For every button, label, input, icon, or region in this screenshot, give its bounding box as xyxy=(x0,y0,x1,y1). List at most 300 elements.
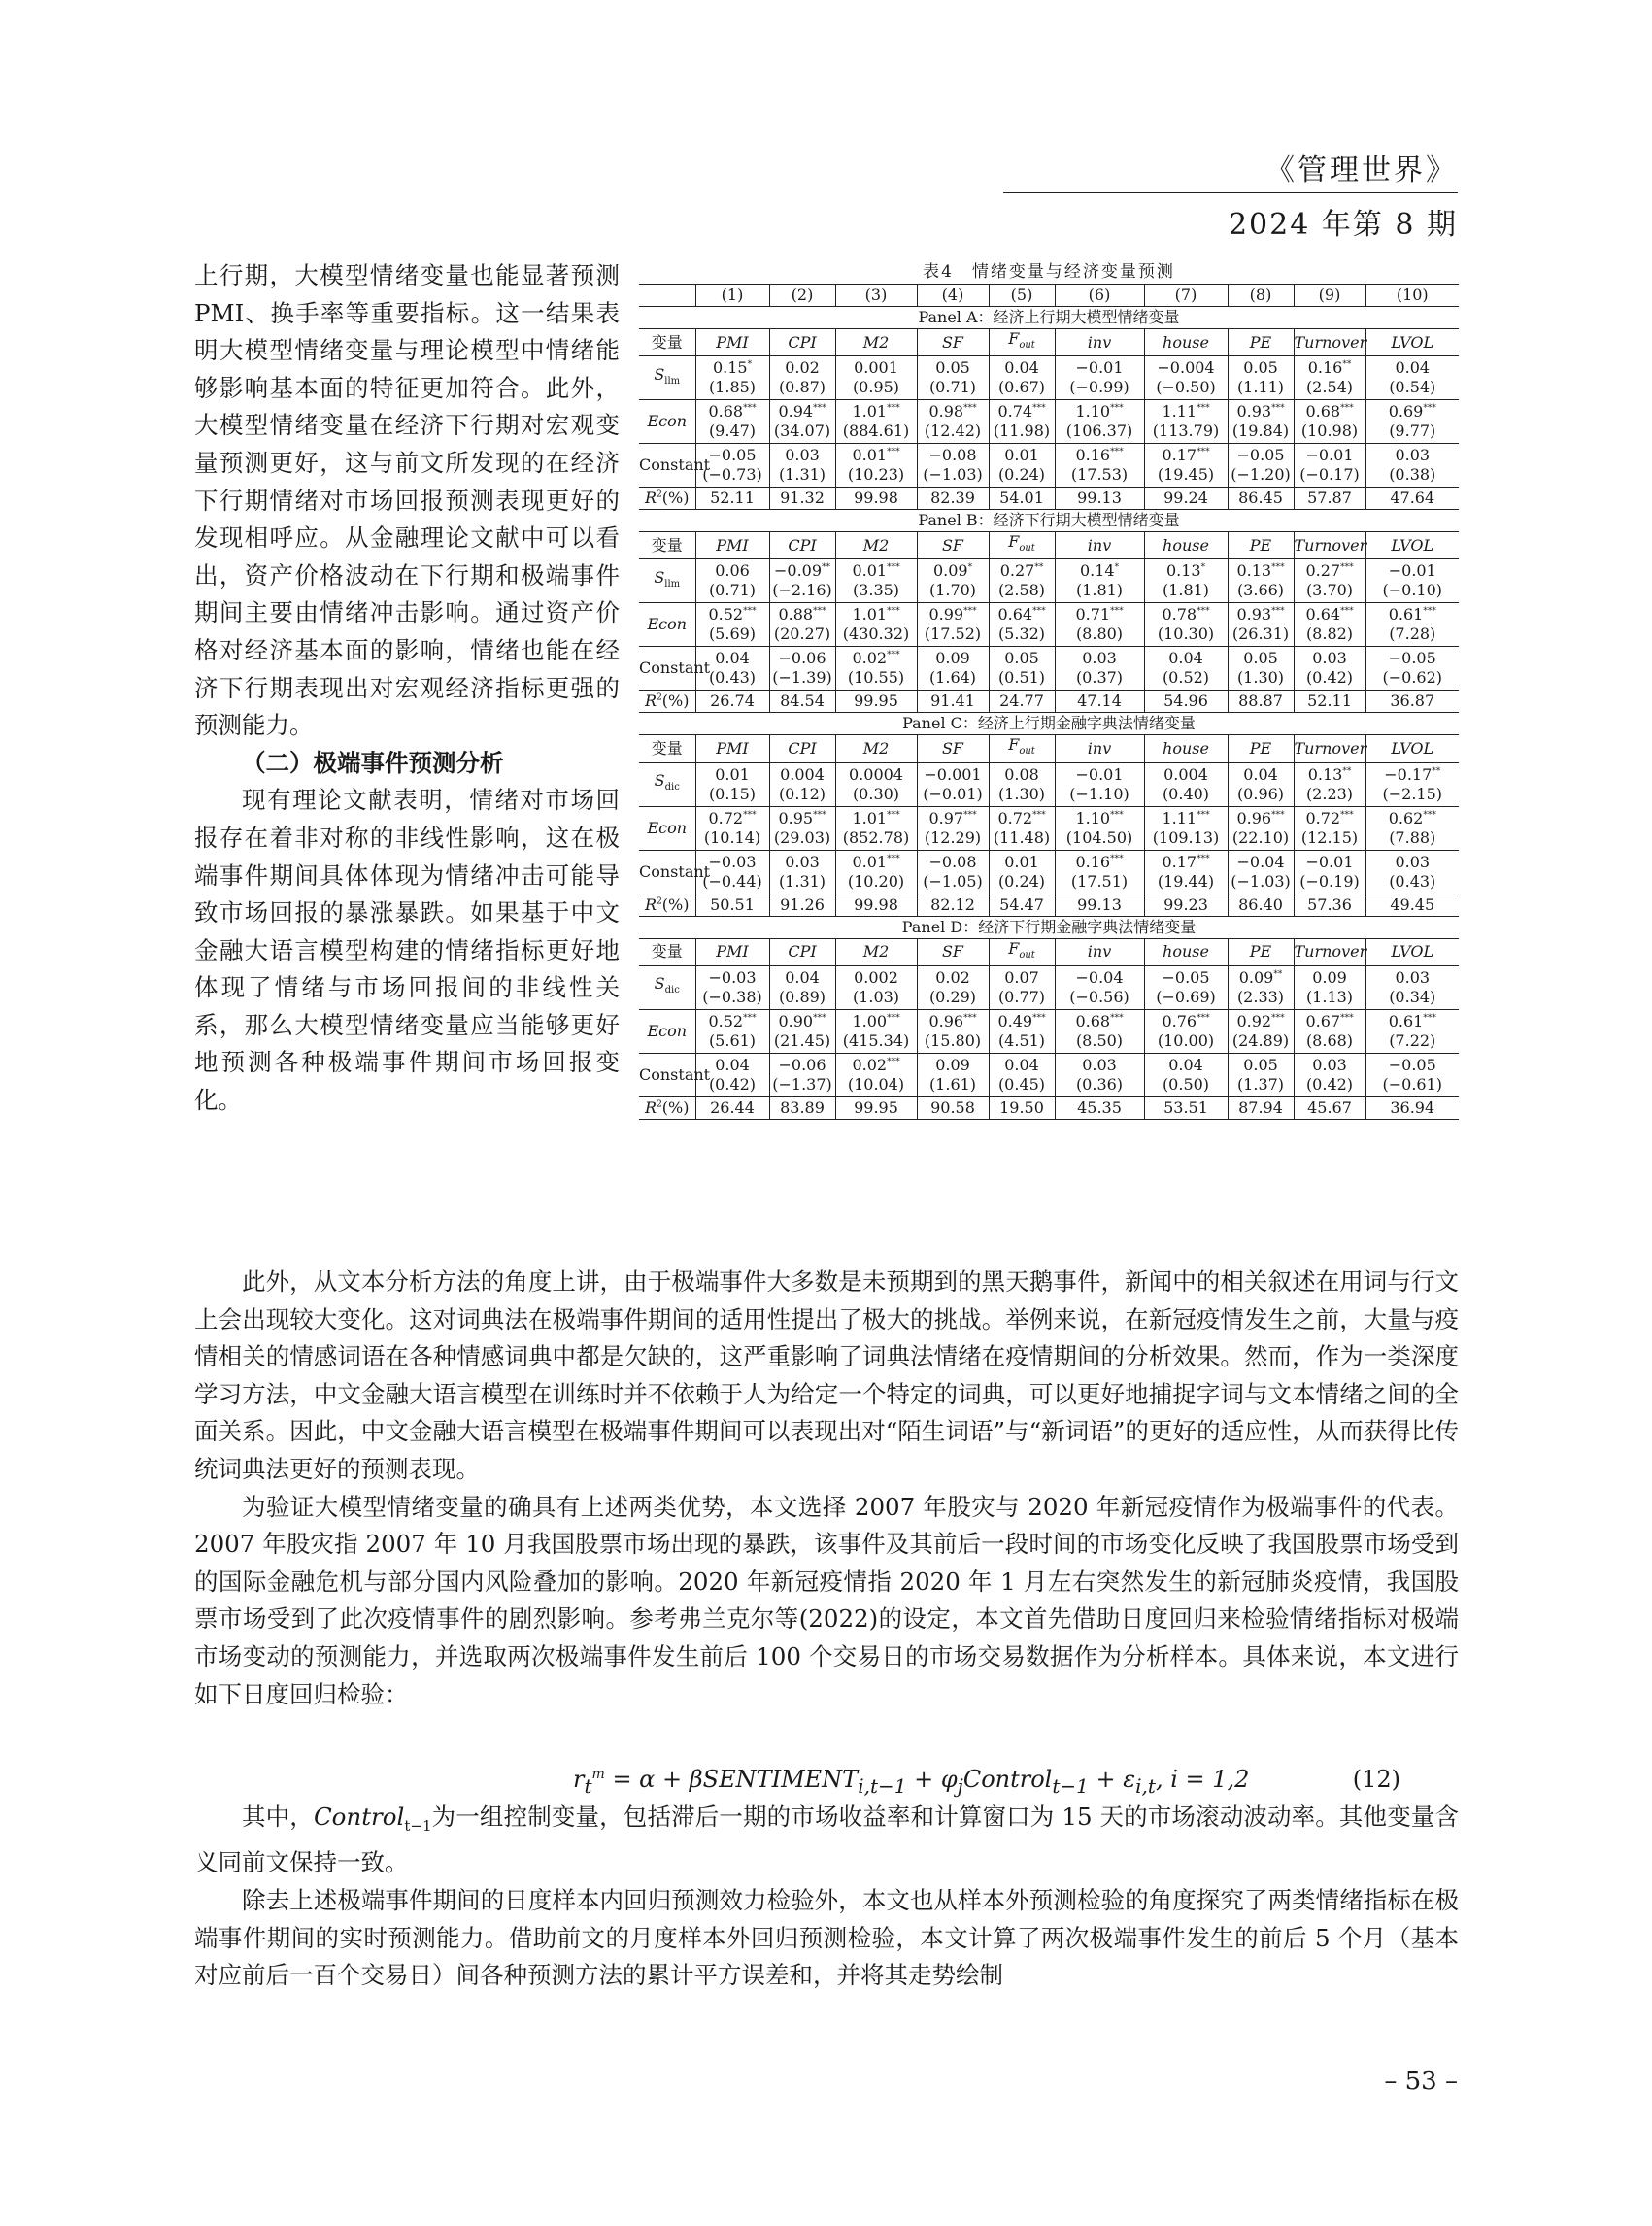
coefficient-value: 0.05 xyxy=(1243,1055,1278,1074)
coefficient-row xyxy=(639,1053,1459,1096)
table-cell xyxy=(695,603,769,647)
table-cell xyxy=(1294,400,1365,444)
t-statistic: (−0.56) xyxy=(1069,987,1129,1006)
table-cell xyxy=(917,356,989,400)
t-statistic: (17.52) xyxy=(924,624,982,644)
table-cell xyxy=(989,762,1055,806)
table-cell xyxy=(695,850,769,894)
coefficient-row xyxy=(639,400,1459,444)
panel-title-row xyxy=(639,510,1459,532)
table-cell xyxy=(1144,850,1228,894)
t-statistic: (−1.03) xyxy=(923,465,983,485)
table-cell xyxy=(1144,806,1228,850)
table-cell xyxy=(1228,762,1294,806)
t-statistic: (−0.50) xyxy=(1156,378,1216,397)
coefficient-value: 0.04 xyxy=(1004,1055,1039,1074)
coefficient-row xyxy=(639,603,1459,647)
table-cell xyxy=(917,444,989,488)
coefficient-value: 0.03 xyxy=(1395,446,1431,465)
r-squared-value: 87.94 xyxy=(1228,1096,1294,1119)
t-statistic: (0.12) xyxy=(778,784,826,803)
coefficient-value: 0.09 xyxy=(1312,967,1347,987)
t-statistic: (1.11) xyxy=(1236,378,1285,397)
table-cell xyxy=(917,647,989,691)
variable-row xyxy=(639,532,1459,559)
table-cell xyxy=(989,400,1055,444)
coefficient-row xyxy=(639,850,1459,894)
table-cell xyxy=(835,356,917,400)
row-label: Econ xyxy=(639,1009,695,1053)
t-statistic: (0.42) xyxy=(1305,1074,1354,1094)
t-statistic: (0.52) xyxy=(1162,668,1210,688)
t-statistic: (0.71) xyxy=(928,378,977,397)
coefficient-value: 0.14* xyxy=(1079,561,1120,581)
coefficient-value: 0.15* xyxy=(712,358,753,378)
t-statistic: (3.35) xyxy=(852,581,900,600)
body-paragraph-1: 此外，从文本分析方法的角度上讲，由于极端事件大多数是未预期到的黑天鹅事件，新闻中的相关叙述在用词与行文上会出现较大变化。这对词典法在极端事件期间的适用性提出了极大的挑战。举例来说，在新冠疫情发生之前，大量与疫情相关的情感词语在各种情感词典中都是欠缺的，这严重影响了词典法情绪在疫情期间的分析效果。然而，作为一类深度学习方法，中文金融大语言模型在训练时并不依赖于人为给定一个特定的词典，可以更好地捕捉字词与文本情绪之间的全面关系。因此，中文金融大语言模型在极端事件期间可以表现出对“陌生词语”与“新词语”的更好的适应性，从而获得比传统词典法更好的预测表现。 xyxy=(194,1267,1459,1483)
r-squared-value: 36.94 xyxy=(1365,1096,1459,1119)
t-statistic: (21.45) xyxy=(773,1030,831,1050)
body-paragraph-2: 为验证大模型情绪变量的确具有上述两类优势，本文选择 2007 年股灾与 2020 年新冠疫情作为极端事件的代表。2007 年股灾指 2007 年 10 月我国股票市场出现的暴跌，该事件及其前后一段时间的市场变化反映了我国股票市场受到的国际金融危机与部分国内风险叠加的影响。2020 年新冠疫情指 2020 年 1 月左右突然发生的新冠肺炎疫情，我国股票市场受到了此次疫情事件的剧烈影响。参考弗兰克尔等(2022)的设定，本文首先借助日度回归来检验情绪指标对极端市场变动的预测能力，并选取两次极端事件发生前后 100 个交易日的市场交易数据作为分析样本。具体来说，本文进行如下日度回归检验： xyxy=(194,1492,1459,1708)
table-cell xyxy=(1055,762,1144,806)
coefficient-value: 0.98*** xyxy=(928,402,977,422)
t-statistic: (10.98) xyxy=(1300,422,1359,441)
body-paragraph-4: 除去上述极端事件期间的日度样本内回归预测效力检验外，本文也从样本外预测检验的角度探究了两类情绪指标在极端事件期间的实时预测能力。借助前文的月度样本外回归预测检验，本文计算了两次极端事件发生的前后 5 个月（基本对应前后一百个交易日）间各种预测方法的累计平方误差和，并将其走势绘制 xyxy=(194,1886,1459,1990)
variable-label: 变量 xyxy=(639,938,695,965)
column-header: (8) xyxy=(1228,285,1294,307)
table-cell xyxy=(695,356,769,400)
coefficient-value: 0.01*** xyxy=(852,561,900,581)
table-cell xyxy=(695,762,769,806)
t-statistic: (8.68) xyxy=(1305,1030,1354,1050)
coefficient-value: 0.16*** xyxy=(1075,852,1124,871)
variable-name: LVOL xyxy=(1365,329,1459,356)
variable-name: house xyxy=(1144,532,1228,559)
coefficient-value: 0.04 xyxy=(1243,764,1278,784)
r-squared-value: 49.45 xyxy=(1365,894,1459,916)
r-squared-value: 99.98 xyxy=(835,894,917,916)
r-squared-value: 86.45 xyxy=(1228,488,1294,510)
r-squared-value: 88.87 xyxy=(1228,691,1294,713)
variable-name: M2 xyxy=(835,735,917,762)
table-cell xyxy=(917,762,989,806)
table-cell xyxy=(1055,647,1144,691)
t-statistic: (9.77) xyxy=(1389,422,1436,441)
r-squared-value: 19.50 xyxy=(989,1096,1055,1119)
t-statistic: (−0.19) xyxy=(1299,871,1360,891)
table-cell xyxy=(769,400,835,444)
t-statistic: (10.04) xyxy=(847,1074,905,1094)
coefficient-value: 0.13* xyxy=(1165,561,1206,581)
table-cell xyxy=(989,559,1055,603)
t-statistic: (−1.03) xyxy=(1231,871,1291,891)
row-label: Constant xyxy=(639,647,695,691)
variable-name: LVOL xyxy=(1365,735,1459,762)
t-statistic: (0.71) xyxy=(708,581,757,600)
variable-name: $F_{out}$ xyxy=(989,329,1055,356)
t-statistic: (5.69) xyxy=(708,624,757,644)
coefficient-value: 0.02 xyxy=(785,358,820,378)
t-statistic: (19.44) xyxy=(1157,871,1215,891)
t-statistic: (0.29) xyxy=(928,987,977,1006)
table-cell xyxy=(1055,1053,1144,1096)
coefficient-value: 0.72*** xyxy=(1305,808,1354,827)
t-statistic: (−1.39) xyxy=(772,668,832,688)
table-cell xyxy=(769,1053,835,1096)
table-cell xyxy=(769,444,835,488)
r-squared-value: 86.40 xyxy=(1228,894,1294,916)
table-cell xyxy=(1294,1009,1365,1053)
coefficient-value: 0.03 xyxy=(1082,1055,1117,1074)
table-cell xyxy=(769,965,835,1009)
table-cell xyxy=(1294,356,1365,400)
table-cell xyxy=(835,603,917,647)
t-statistic: (−0.61) xyxy=(1382,1074,1442,1094)
r-squared-value: 99.13 xyxy=(1055,488,1144,510)
coefficient-value: 0.05 xyxy=(1243,649,1278,668)
table-cell xyxy=(989,444,1055,488)
variable-name: CPI xyxy=(769,532,835,559)
issue-label: 2024 年第 8 期 xyxy=(1228,208,1458,242)
variable-name: SF xyxy=(917,532,989,559)
coefficient-value: −0.04 xyxy=(1236,852,1285,871)
t-statistic: (1.13) xyxy=(1305,987,1354,1006)
table-cell xyxy=(835,559,917,603)
coefficient-value: 0.01 xyxy=(1004,852,1039,871)
t-statistic: (−1.10) xyxy=(1069,784,1129,803)
t-statistic: (1.81) xyxy=(1075,581,1124,600)
journal-title: 《管理世界》 xyxy=(1265,153,1458,187)
coefficient-value: −0.05 xyxy=(1388,1055,1436,1074)
t-statistic: (−0.10) xyxy=(1382,581,1442,600)
t-statistic: (−1.37) xyxy=(772,1074,832,1094)
coefficient-value: 0.04 xyxy=(1004,358,1039,378)
table-cell xyxy=(1365,400,1459,444)
table-cell xyxy=(835,850,917,894)
row-label: $S_{llm}$ xyxy=(639,356,695,400)
column-header: (2) xyxy=(769,285,835,307)
t-statistic: (−0.38) xyxy=(702,987,762,1006)
coefficient-value: 0.68*** xyxy=(1305,402,1354,422)
table-cell xyxy=(695,559,769,603)
table-cell xyxy=(989,647,1055,691)
table-cell xyxy=(769,762,835,806)
table-cell xyxy=(1055,1009,1144,1053)
table-cell xyxy=(769,806,835,850)
t-statistic: (12.42) xyxy=(924,422,982,441)
t-statistic: (19.84) xyxy=(1231,422,1290,441)
row-label: $S_{dic}$ xyxy=(639,965,695,1009)
table-cell xyxy=(835,1009,917,1053)
table-cell xyxy=(989,965,1055,1009)
coefficient-row xyxy=(639,1009,1459,1053)
variable-name: $F_{out}$ xyxy=(989,735,1055,762)
coefficient-value: 0.49*** xyxy=(997,1011,1046,1030)
coefficient-value: 0.06 xyxy=(715,561,750,581)
r-squared-value: 47.14 xyxy=(1055,691,1144,713)
r-squared-value: 99.95 xyxy=(835,691,917,713)
column-header-row xyxy=(639,285,1459,307)
row-label: Econ xyxy=(639,603,695,647)
coefficient-value: −0.01 xyxy=(1388,561,1436,581)
table-cell xyxy=(1294,603,1365,647)
r-squared-row xyxy=(639,691,1459,713)
table-cell xyxy=(835,444,917,488)
coefficient-value: 0.96*** xyxy=(928,1011,977,1030)
t-statistic: (−0.73) xyxy=(702,465,762,485)
t-statistic: (7.88) xyxy=(1389,827,1436,847)
table-cell xyxy=(1228,1009,1294,1053)
r-squared-value: 36.87 xyxy=(1365,691,1459,713)
table-cell xyxy=(835,400,917,444)
table-cell xyxy=(1228,1053,1294,1096)
t-statistic: (−0.17) xyxy=(1299,465,1360,485)
coefficient-value: 0.07 xyxy=(1004,967,1039,987)
equation-12 xyxy=(194,1762,1459,1799)
t-statistic: (10.20) xyxy=(847,871,905,891)
variable-name: SF xyxy=(917,735,989,762)
coefficient-value: 1.11*** xyxy=(1162,402,1210,422)
table-cell xyxy=(1228,647,1294,691)
t-statistic: (0.50) xyxy=(1162,1074,1210,1094)
variable-name: PE xyxy=(1228,938,1294,965)
coefficient-value: −0.05 xyxy=(1236,446,1285,465)
variable-label: 变量 xyxy=(639,735,695,762)
variable-name: inv xyxy=(1055,532,1144,559)
variable-name: CPI xyxy=(769,735,835,762)
body-text xyxy=(194,1264,1459,1713)
r-squared-value: 99.98 xyxy=(835,488,917,510)
coefficient-value: 0.01*** xyxy=(852,446,900,465)
variable-label: 变量 xyxy=(639,532,695,559)
coefficient-value: 1.00*** xyxy=(852,1011,900,1030)
r-squared-value: 82.12 xyxy=(917,894,989,916)
table-cell xyxy=(835,762,917,806)
table-cell xyxy=(1228,965,1294,1009)
table-cell xyxy=(1365,850,1459,894)
coefficient-value: 0.03 xyxy=(1395,852,1431,871)
t-statistic: (852.78) xyxy=(842,827,910,847)
coefficient-value: 0.13** xyxy=(1307,764,1352,784)
t-statistic: (0.36) xyxy=(1075,1074,1124,1094)
variable-name: $F_{out}$ xyxy=(989,532,1055,559)
t-statistic: (2.33) xyxy=(1236,987,1285,1006)
coefficient-row xyxy=(639,647,1459,691)
coefficient-value: 1.01*** xyxy=(852,808,900,827)
coefficient-value: 0.13*** xyxy=(1236,561,1285,581)
coefficient-value: −0.08 xyxy=(928,446,977,465)
coefficient-value: 0.69*** xyxy=(1388,402,1436,422)
table-cell xyxy=(1365,965,1459,1009)
coefficient-value: 0.004 xyxy=(780,764,825,784)
table-cell xyxy=(1144,356,1228,400)
coefficient-value: 0.03 xyxy=(1312,649,1347,668)
table-cell xyxy=(1365,1009,1459,1053)
variable-name: Turnover xyxy=(1294,938,1365,965)
r-squared-value: 26.74 xyxy=(695,691,769,713)
body-text-continued xyxy=(194,1799,1459,1995)
coefficient-value: 0.09* xyxy=(932,561,973,581)
t-statistic: (17.53) xyxy=(1070,465,1129,485)
variable-name: CPI xyxy=(769,329,835,356)
t-statistic: (109.13) xyxy=(1152,827,1220,847)
coefficient-value: 1.11*** xyxy=(1162,808,1210,827)
t-statistic: (15.80) xyxy=(924,1030,982,1050)
r-squared-label: $R^2(\%)$ xyxy=(639,1096,695,1119)
row-label: Econ xyxy=(639,400,695,444)
table-cell xyxy=(917,1053,989,1096)
table-cell xyxy=(769,603,835,647)
equation-number: (12) xyxy=(1352,1766,1400,1793)
table-cell xyxy=(1294,647,1365,691)
body-paragraph-3: 其中，Control$_{t-1}$为一组控制变量，包括滞后一期的市场收益率和计算窗口为 15 天的市场滚动波动率。其他变量含义同前文保持一致。 xyxy=(194,1803,1459,1877)
t-statistic: (12.29) xyxy=(924,827,982,847)
column-header: (3) xyxy=(835,285,917,307)
table-cell xyxy=(1055,806,1144,850)
coefficient-value: 0.01 xyxy=(1004,446,1039,465)
r-squared-value: 99.13 xyxy=(1055,894,1144,916)
t-statistic: (7.22) xyxy=(1389,1030,1436,1050)
coefficient-row xyxy=(639,559,1459,603)
t-statistic: (1.81) xyxy=(1162,581,1210,600)
table-cell xyxy=(835,647,917,691)
table-cell xyxy=(1228,603,1294,647)
t-statistic: (0.42) xyxy=(1305,668,1354,688)
coefficient-value: 0.17*** xyxy=(1162,852,1210,871)
table-cell xyxy=(1365,444,1459,488)
variable-name: PE xyxy=(1228,735,1294,762)
variable-name: $F_{out}$ xyxy=(989,938,1055,965)
r-squared-value: 54.96 xyxy=(1144,691,1228,713)
t-statistic: (415.34) xyxy=(842,1030,910,1050)
coefficient-value: 0.62*** xyxy=(1388,808,1436,827)
t-statistic: (8.82) xyxy=(1305,624,1354,644)
table-cell xyxy=(1055,850,1144,894)
coefficient-value: 0.16** xyxy=(1307,358,1352,378)
table-cell xyxy=(1228,400,1294,444)
coefficient-value: 0.99*** xyxy=(928,605,977,624)
t-statistic: (20.27) xyxy=(773,624,831,644)
coefficient-value: 0.03 xyxy=(1395,967,1431,987)
header-blank xyxy=(639,285,695,307)
t-statistic: (17.51) xyxy=(1070,871,1129,891)
t-statistic: (2.54) xyxy=(1305,378,1354,397)
coefficient-value: 0.93*** xyxy=(1236,605,1285,624)
table-cell xyxy=(1144,1053,1228,1096)
r-squared-value: 26.44 xyxy=(695,1096,769,1119)
column-header: (7) xyxy=(1144,285,1228,307)
coefficient-value: 0.05 xyxy=(1004,649,1039,668)
t-statistic: (0.77) xyxy=(997,987,1046,1006)
r-squared-row xyxy=(639,488,1459,510)
t-statistic: (8.50) xyxy=(1075,1030,1124,1050)
panel-title: Panel C：经济上行期金融字典法情绪变量 xyxy=(639,713,1459,735)
r-squared-value: 53.51 xyxy=(1144,1096,1228,1119)
coefficient-row xyxy=(639,965,1459,1009)
table-title: 表4 情绪变量与经济变量预测 xyxy=(923,262,1175,282)
t-statistic: (24.89) xyxy=(1231,1030,1290,1050)
coefficient-value: 0.72*** xyxy=(708,808,757,827)
table-cell xyxy=(989,1053,1055,1096)
coefficient-value: −0.004 xyxy=(1157,358,1215,378)
r-squared-value: 83.89 xyxy=(769,1096,835,1119)
table-cell xyxy=(1294,559,1365,603)
coefficient-value: 0.64*** xyxy=(997,605,1046,624)
r-squared-value: 91.32 xyxy=(769,488,835,510)
coefficient-value: 0.09** xyxy=(1238,967,1283,987)
coefficient-value: 0.68*** xyxy=(708,402,757,422)
r-squared-value: 24.77 xyxy=(989,691,1055,713)
table-cell xyxy=(989,806,1055,850)
coefficient-value: −0.001 xyxy=(924,764,982,784)
table-cell xyxy=(695,1009,769,1053)
t-statistic: (4.51) xyxy=(997,1030,1046,1050)
r-squared-value: 99.24 xyxy=(1144,488,1228,510)
variable-name: inv xyxy=(1055,938,1144,965)
t-statistic: (3.70) xyxy=(1305,581,1354,600)
t-statistic: (0.43) xyxy=(708,668,757,688)
table-cell xyxy=(835,1053,917,1096)
table-cell xyxy=(917,400,989,444)
table-cell xyxy=(1144,762,1228,806)
coefficient-value: 0.05 xyxy=(1243,358,1278,378)
t-statistic: (29.03) xyxy=(773,827,831,847)
table-cell xyxy=(917,965,989,1009)
table-cell xyxy=(989,356,1055,400)
table-cell xyxy=(1294,1053,1365,1096)
coefficient-value: 0.05 xyxy=(935,358,970,378)
coefficient-value: 0.002 xyxy=(854,967,898,987)
table-cell xyxy=(695,444,769,488)
t-statistic: (11.98) xyxy=(993,422,1051,441)
t-statistic: (−1.05) xyxy=(923,871,983,891)
table-cell xyxy=(1365,806,1459,850)
t-statistic: (1.30) xyxy=(1236,668,1285,688)
r-squared-value: 57.87 xyxy=(1294,488,1365,510)
table-cell xyxy=(1055,400,1144,444)
table-cell xyxy=(1294,806,1365,850)
coefficient-value: −0.04 xyxy=(1075,967,1124,987)
table-cell xyxy=(835,806,917,850)
table-cell xyxy=(1294,444,1365,488)
variable-name: Turnover xyxy=(1294,329,1365,356)
regression-table-container xyxy=(639,260,1459,1120)
t-statistic: (10.30) xyxy=(1157,624,1215,644)
t-statistic: (−1.20) xyxy=(1231,465,1291,485)
table-cell xyxy=(1365,762,1459,806)
t-statistic: (−2.15) xyxy=(1382,784,1442,803)
coefficient-value: 0.78*** xyxy=(1162,605,1210,624)
t-statistic: (1.31) xyxy=(778,465,826,485)
variable-name: PE xyxy=(1228,329,1294,356)
variable-name: M2 xyxy=(835,938,917,965)
table-cell xyxy=(989,1009,1055,1053)
coefficient-value: 0.04 xyxy=(1168,649,1203,668)
panel-title-row xyxy=(639,713,1459,735)
table-cell xyxy=(989,850,1055,894)
coefficient-value: 0.09 xyxy=(935,1055,970,1074)
coefficient-value: 0.01 xyxy=(715,764,750,784)
regression-table xyxy=(639,284,1459,1120)
t-statistic: (0.37) xyxy=(1075,668,1124,688)
t-statistic: (0.24) xyxy=(997,465,1046,485)
variable-label: 变量 xyxy=(639,329,695,356)
t-statistic: (1.30) xyxy=(997,784,1046,803)
panel-title: Panel D：经济下行期金融字典法情绪变量 xyxy=(639,916,1459,938)
t-statistic: (0.38) xyxy=(1389,465,1436,485)
table-cell xyxy=(917,559,989,603)
coefficient-value: 1.10*** xyxy=(1075,808,1124,827)
